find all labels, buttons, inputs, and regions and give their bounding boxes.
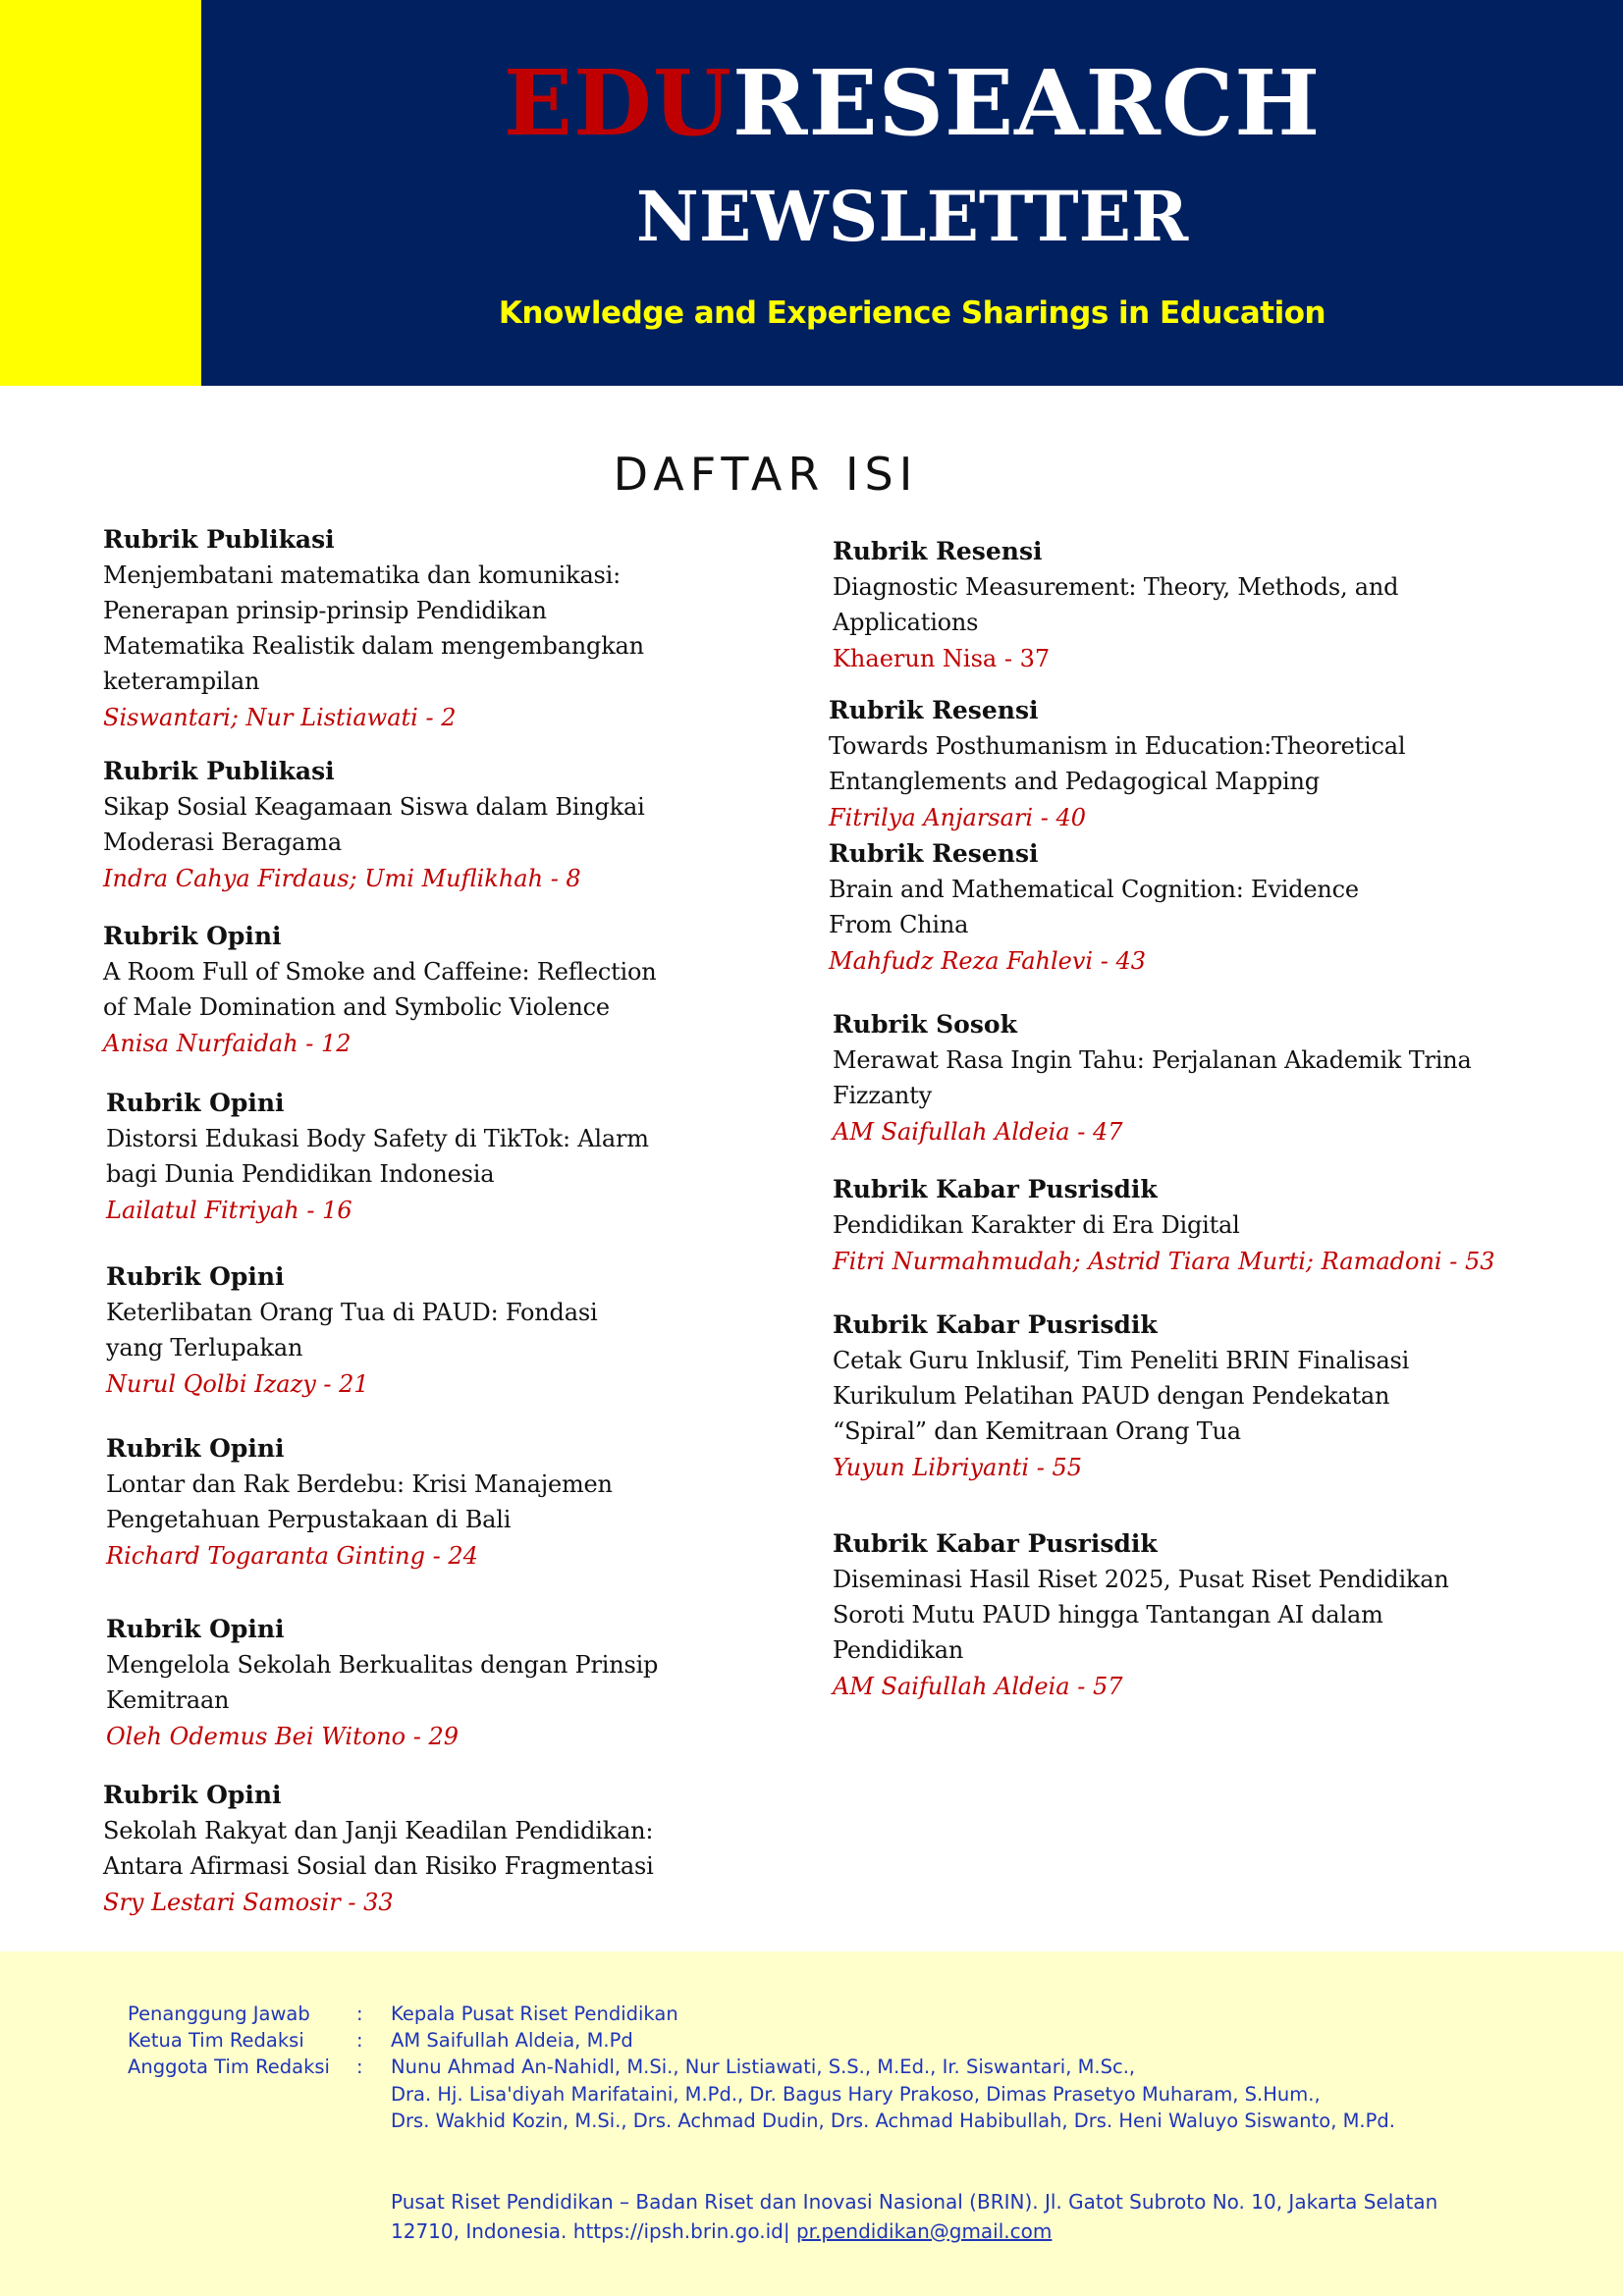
article-title-line: Cetak Guru Inklusif, Tim Peneliti BRIN Finalisasi <box>833 1347 1410 1374</box>
article-title-line: Diseminasi Hasil Riset 2025, Pusat Riset Pendidikan <box>833 1566 1449 1593</box>
toc-entry <box>833 1308 1559 1486</box>
article-title-line: Lontar dan Rak Berdebu: Krisi Manajemen <box>106 1470 613 1498</box>
article-title-line: “Spiral” dan Kemitraan Orang Tua <box>833 1417 1241 1445</box>
toc-entry <box>833 534 1559 677</box>
rubric-label: Rubrik Resensi <box>829 839 1039 868</box>
brand-title <box>201 44 1623 162</box>
footer-label: Ketua Tim Redaksi <box>128 2029 304 2052</box>
address-line-2: 12710, Indonesia. https://ipsh.brin.go.id| <box>391 2219 790 2243</box>
footer-colon: : <box>356 2002 363 2025</box>
address-line: Pusat Riset Pendidikan – Badan Riset dan Inovasi Nasional (BRIN). Jl. Gatot Subroto No. 10, Jakarta Selatan <box>391 2190 1438 2214</box>
toc-entry <box>106 1431 754 1575</box>
rubric-label: Rubrik Opini <box>106 1615 285 1643</box>
article-title-line: Merawat Rasa Ingin Tahu: Perjalanan Akademik Trina <box>833 1046 1472 1074</box>
article-title-line: Penerapan prinsip-prinsip Pendidikan <box>103 597 547 624</box>
rubric-label: Rubrik Kabar Pusrisdik <box>833 1175 1158 1203</box>
article-title-line: Brain and Mathematical Cognition: Evidence <box>829 876 1359 903</box>
article-author: Sry Lestari Samosir - 33 <box>103 1889 394 1916</box>
rubric-label: Rubrik Publikasi <box>103 757 335 785</box>
article-title-line: Pendidikan Karakter di Era Digital <box>833 1211 1240 1239</box>
footer-value-continued: Dra. Hj. Lisa'diyah Marifataini, M.Pd., Dr. Bagus Hary Prakoso, Dimas Prasetyo Muharam, S.Hum., <box>391 2083 1321 2106</box>
rubric-label: Rubrik Resensi <box>829 696 1039 724</box>
article-author: Oleh Odemus Bei Witono - 29 <box>106 1723 460 1750</box>
footer-colon: : <box>356 2029 363 2052</box>
footer-value: AM Saifullah Aldeia, M.Pd <box>391 2029 633 2052</box>
rubric-label: Rubrik Resensi <box>833 537 1043 565</box>
article-author: AM Saifullah Aldeia - 47 <box>833 1118 1123 1146</box>
article-title-line: A Room Full of Smoke and Caffeine: Reflection <box>103 958 657 986</box>
toc-entry <box>833 1172 1559 1280</box>
toc-entry <box>106 1259 754 1403</box>
article-title-line: Diagnostic Measurement: Theory, Methods, and <box>833 573 1399 601</box>
rubric-label: Rubrik Opini <box>106 1262 285 1291</box>
toc-title: DAFTAR ISI <box>613 448 919 501</box>
rubric-label: Rubrik Opini <box>103 1781 282 1809</box>
article-title-line: Sekolah Rakyat dan Janji Keadilan Pendidikan: <box>103 1817 654 1844</box>
rubric-label: Rubrik Opini <box>103 922 282 950</box>
article-author: Mahfudz Reza Fahlevi - 43 <box>829 947 1146 975</box>
yellow-accent-bar <box>0 0 201 386</box>
brand-subtitle: NEWSLETTER <box>635 176 1189 257</box>
article-title-line: From China <box>829 911 969 938</box>
article-title-line: Entanglements and Pedagogical Mapping <box>829 768 1320 795</box>
article-title-line: Keterlibatan Orang Tua di PAUD: Fondasi <box>106 1299 598 1326</box>
article-title-line: Antara Afirmasi Sosial dan Risiko Fragmentasi <box>103 1852 654 1880</box>
toc-entry <box>833 1526 1559 1705</box>
toc-entry <box>103 522 751 736</box>
footer-value: Kepala Pusat Riset Pendidikan <box>391 2002 678 2025</box>
institution-address <box>391 2187 1549 2246</box>
toc-entry <box>829 836 1555 980</box>
article-title-line: Sikap Sosial Keagamaan Siswa dalam Bingkai <box>103 793 645 821</box>
footer-colon: : <box>356 2056 363 2078</box>
article-title-line: Moderasi Beragama <box>103 828 342 856</box>
toc-entry <box>106 1086 754 1229</box>
brand-edu: EDU <box>503 50 732 156</box>
article-title-line: Soroti Mutu PAUD hingga Tantangan AI dalam <box>833 1601 1383 1629</box>
article-author: Yuyun Libriyanti - 55 <box>833 1454 1082 1481</box>
rubric-label: Rubrik Sosok <box>833 1010 1017 1039</box>
article-title-line: Towards Posthumanism in Education:Theoretical <box>829 732 1406 760</box>
footer-label: Anggota Tim Redaksi <box>128 2056 330 2078</box>
masthead <box>201 0 1623 386</box>
article-author: Fitri Nurmahmudah; Astrid Tiara Murti; Ramadoni - 53 <box>833 1248 1495 1275</box>
article-title-line: Pendidikan <box>833 1636 964 1664</box>
address-line <box>391 2216 1549 2246</box>
rubric-label: Rubrik Kabar Pusrisdik <box>833 1310 1158 1339</box>
rubric-label: Rubrik Opini <box>106 1089 285 1117</box>
article-title-line: Pengetahuan Perpustakaan di Bali <box>106 1506 512 1533</box>
article-title-line: Kurikulum Pelatihan PAUD dengan Pendekatan <box>833 1382 1390 1410</box>
article-author: Anisa Nurfaidah - 12 <box>103 1030 352 1057</box>
article-title-line: Fizzanty <box>833 1082 932 1109</box>
toc-entry <box>833 1007 1559 1150</box>
tagline: Knowledge and Experience Sharings in Education <box>498 295 1326 331</box>
rubric-label: Rubrik Publikasi <box>103 525 335 554</box>
toc-entry <box>103 1778 755 1921</box>
article-title-line: Matematika Realistik dalam mengembangkan <box>103 632 644 660</box>
article-author: Fitrilya Anjarsari - 40 <box>829 804 1086 831</box>
footer-value: Nunu Ahmad An-Nahidl, M.Si., Nur Listiawati, S.S., M.Ed., Ir. Siswantari, M.Sc., <box>391 2056 1136 2078</box>
article-title-line: bagi Dunia Pendidikan Indonesia <box>106 1160 495 1188</box>
toc-entry <box>106 1612 754 1755</box>
toc-entry <box>103 754 751 897</box>
brand-research: RESEARCH <box>732 50 1322 156</box>
article-title-line: Distorsi Edukasi Body Safety di TikTok: Alarm <box>106 1125 649 1152</box>
article-author: Indra Cahya Firdaus; Umi Muflikhah - 8 <box>103 865 581 892</box>
toc-entry <box>103 919 751 1062</box>
article-title-line: yang Terlupakan <box>106 1334 303 1362</box>
article-title-line: keterampilan <box>103 667 260 695</box>
rubric-label: Rubrik Kabar Pusrisdik <box>833 1529 1158 1558</box>
article-title-line: Menjembatani matematika dan komunikasi: <box>103 561 622 589</box>
footer-value-continued: Drs. Wakhid Kozin, M.Si., Drs. Achmad Dudin, Drs. Achmad Habibullah, Drs. Heni Waluyo Siswanto, M.Pd. <box>391 2109 1395 2132</box>
article-author: AM Saifullah Aldeia - 57 <box>833 1673 1123 1700</box>
toc-entry <box>829 693 1555 836</box>
article-author: Khaerun Nisa - 37 <box>833 645 1051 672</box>
article-author: Siswantari; Nur Listiawati - 2 <box>103 704 457 731</box>
article-author: Richard Togaranta Ginting - 24 <box>106 1542 478 1570</box>
rubric-label: Rubrik Opini <box>106 1434 285 1463</box>
article-title-line: Mengelola Sekolah Berkualitas dengan Prinsip <box>106 1651 659 1679</box>
email-link[interactable]: pr.pendidikan@gmail.com <box>795 2219 1053 2243</box>
article-title-line: Applications <box>833 609 979 636</box>
article-title-line: Kemitraan <box>106 1686 230 1714</box>
article-author: Lailatul Fitriyah - 16 <box>106 1197 352 1224</box>
editorial-footer <box>0 1951 1623 2296</box>
footer-label: Penanggung Jawab <box>128 2002 310 2025</box>
article-title-line: of Male Domination and Symbolic Violence <box>103 993 610 1021</box>
article-author: Nurul Qolbi Izazy - 21 <box>106 1370 369 1398</box>
